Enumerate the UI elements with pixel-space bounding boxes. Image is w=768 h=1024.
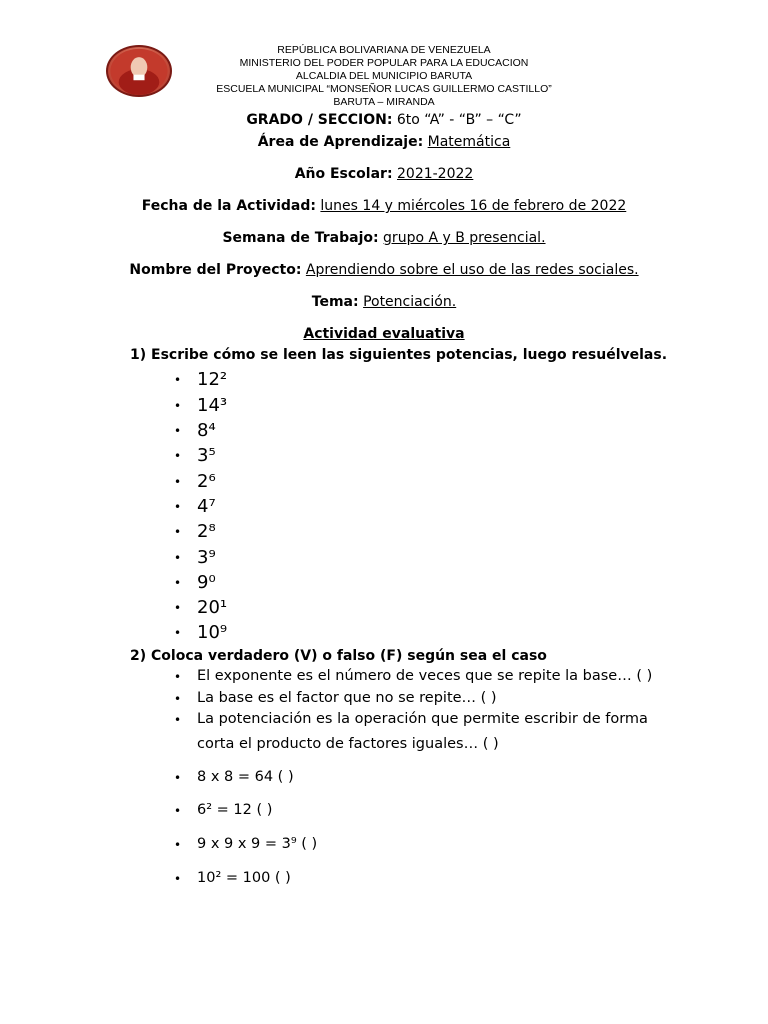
bullet: • [174, 449, 182, 463]
bullet: • [174, 692, 182, 706]
proyecto-label: Nombre del Proyecto: [129, 262, 302, 278]
anio-label: Año Escolar: [294, 166, 393, 182]
activity-title: Actividad evaluativa [303, 326, 465, 342]
bullet: • [174, 838, 182, 852]
power-expression: 14³ [197, 395, 228, 416]
equation-text: 10² = 100 ( ) [197, 870, 291, 886]
header-line: MINISTERIO DEL PODER POPULAR PARA LA EDUCACION [239, 57, 529, 69]
tema-value: Potenciación. [363, 294, 457, 310]
proyecto-value: Aprendiendo sobre el uso de las redes sociales. [305, 262, 639, 278]
bullet: • [174, 804, 182, 818]
equation-text: 9 x 9 x 9 = 3⁹ ( ) [197, 836, 318, 852]
fecha-label: Fecha de la Actividad: [141, 198, 316, 214]
question-2-prompt: 2) Coloca verdadero (V) o falso (F) según sea el caso [130, 648, 547, 664]
header-line: ALCALDIA DEL MUNICIPIO BARUTA [295, 70, 473, 82]
tema-line [0, 294, 768, 310]
anio-line [0, 166, 768, 182]
equation-text: 6² = 12 ( ) [197, 802, 273, 818]
tema-label: Tema: [311, 294, 359, 310]
question-1-prompt: 1) Escribe cómo se leen las siguientes potencias, luego resuélvelas. [130, 347, 668, 363]
bullet: • [174, 576, 182, 590]
semana-label: Semana de Trabajo: [222, 230, 379, 246]
power-expression: 9⁰ [197, 572, 216, 593]
bullet: • [174, 601, 182, 615]
power-expression: 2⁸ [197, 521, 216, 542]
grado-value: 6to “A” - “B” – “C” [396, 112, 522, 128]
statement-text: La base es el factor que no se repite… ( ) [197, 690, 497, 706]
statement-text: corta el producto de factores iguales… ( ) [197, 736, 499, 752]
fecha-value: lunes 14 y miércoles 16 de febrero de 2022 [320, 198, 627, 214]
power-expression: 2⁶ [197, 471, 216, 492]
bullet: • [174, 475, 182, 489]
power-expression: 3⁵ [197, 445, 216, 466]
semana-line [0, 230, 768, 246]
power-expression: 8⁴ [197, 420, 216, 441]
bullet: • [174, 424, 182, 438]
equation-text: 8 x 8 = 64 ( ) [197, 769, 294, 785]
anio-value: 2021-2022 [397, 166, 474, 182]
header-line: ESCUELA MUNICIPAL “MONSEÑOR LUCAS GUILLERMO CASTILLO” [216, 83, 552, 95]
bullet: • [174, 626, 182, 640]
semana-value: grupo A y B presencial. [383, 230, 546, 246]
bullet: • [174, 399, 182, 413]
bullet: • [174, 373, 182, 387]
bullet: • [174, 500, 182, 514]
bullet: • [174, 525, 182, 539]
header-line: BARUTA – MIRANDA [333, 96, 435, 108]
header-line: REPÚBLICA BOLIVARIANA DE VENEZUELA [277, 44, 491, 56]
statement-text: La potenciación es la operación que permite escribir de forma [197, 711, 648, 727]
area-value: Matemática [427, 134, 511, 150]
power-expression: 12² [197, 369, 228, 390]
bullet: • [174, 713, 182, 727]
grado-label: GRADO / SECCION: [246, 112, 393, 128]
bullet: • [174, 872, 182, 886]
statement-text: El exponente es el número de veces que se repite la base… ( ) [197, 668, 653, 684]
institution-header [0, 44, 768, 109]
proyecto-line [0, 262, 768, 278]
bullet: • [174, 771, 182, 785]
fecha-line [0, 198, 768, 214]
bullet: • [174, 551, 182, 565]
power-expression: 4⁷ [197, 496, 216, 517]
grado-line [0, 112, 768, 128]
area-line [0, 134, 768, 150]
area-label: Área de Aprendizaje: [257, 134, 424, 150]
power-expression: 3⁹ [197, 547, 216, 568]
power-expression: 20¹ [197, 597, 228, 618]
power-expression: 10⁹ [197, 622, 228, 643]
bullet: • [174, 670, 182, 684]
